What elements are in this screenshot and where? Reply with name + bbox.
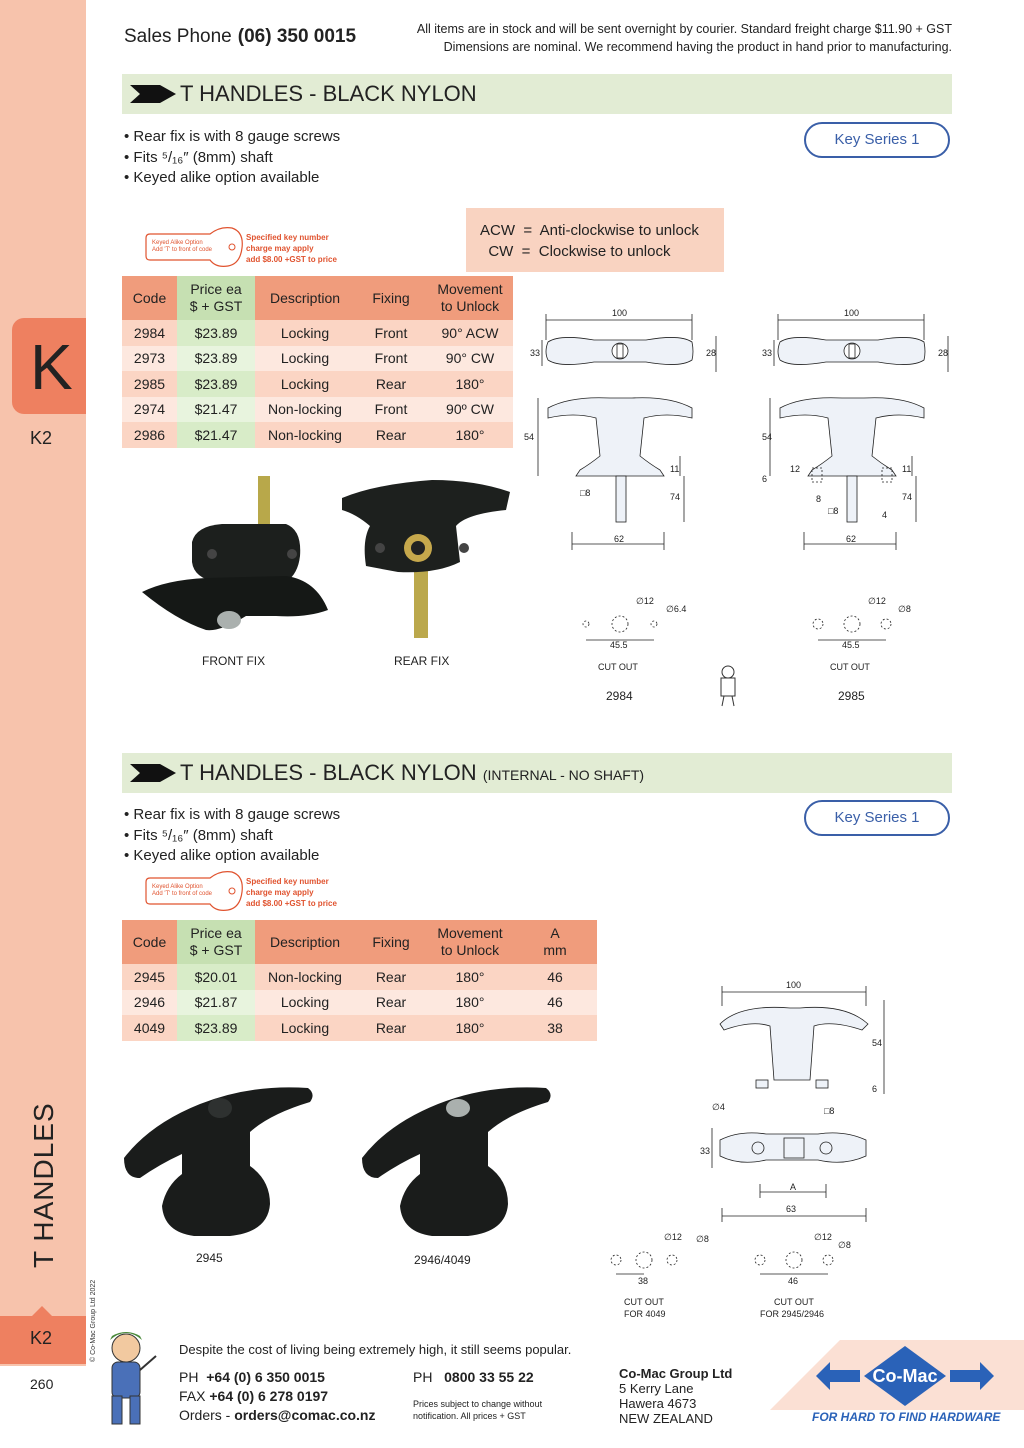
footer-tagline: Despite the cost of living being extremely high, it still seems popular.: [179, 1342, 572, 1357]
feature-item: • Rear fix is with 8 gauge screws: [124, 806, 341, 823]
drawing-code: 2984: [606, 689, 633, 703]
dimension-label: 100: [786, 980, 802, 990]
arrow-icon: [130, 85, 176, 103]
col-header: Movement to Unlock: [427, 920, 513, 964]
disclaimer-line: notification. All prices + GST: [413, 1411, 526, 1421]
front-fix-handle-image: [142, 476, 328, 630]
cutout-label: CUT OUT: [624, 1297, 664, 1307]
dimension-label: ∅4: [712, 1102, 725, 1112]
arrow-icon: [130, 764, 176, 782]
vertical-section-title: T HANDLES: [28, 1102, 59, 1268]
dimension-label: 8: [816, 494, 822, 504]
dimension-label: 45.5: [610, 640, 628, 650]
dimension-label: 54: [872, 1038, 883, 1048]
table-header-row: [122, 276, 513, 320]
header-note: [417, 20, 952, 56]
dimension-label: 6: [872, 1084, 878, 1094]
keytag-small-text: Keyed Alike Option: [152, 240, 203, 246]
keytag-note-line: charge may apply: [246, 888, 314, 897]
sales-label: Sales Phone: [124, 26, 232, 47]
feature-item: • Keyed alike option available: [124, 169, 320, 186]
price-disclaimer: [413, 1398, 542, 1422]
photo-caption: 2946/4049: [414, 1253, 471, 1267]
dimension-label: 100: [612, 308, 628, 318]
freephone-number[interactable]: 0800 33 55 22: [444, 1369, 534, 1385]
cell-a-mm: 38: [513, 1015, 597, 1041]
product-photos-1: [136, 470, 516, 650]
cutout-label: FOR 4049: [624, 1309, 666, 1319]
dimension-label: 33: [530, 348, 541, 358]
cell-fixing: Rear: [355, 990, 427, 1016]
cell-price: $21.47: [177, 397, 255, 423]
cell-movement: 180°: [427, 990, 513, 1016]
address-line: NEW ZEALAND: [619, 1411, 713, 1426]
cell-description: Locking: [255, 346, 355, 372]
cell-code: 4049: [122, 1015, 177, 1041]
logo-text: Co-Mac: [872, 1366, 938, 1386]
dimension-label: 74: [670, 492, 681, 502]
dimension-label: 28: [706, 348, 717, 358]
col-header: Description: [255, 276, 355, 320]
col-header: Fixing: [355, 920, 427, 964]
product-photos-2: [120, 1080, 560, 1250]
cutout-label: FOR 2945/2946: [760, 1309, 825, 1319]
product-table: [122, 276, 513, 448]
cutout-label: CUT OUT: [830, 662, 870, 672]
drawing-code: 2985: [838, 689, 865, 703]
table-row: [122, 1015, 597, 1041]
cell-code: 2945: [122, 964, 177, 990]
key-tag: [140, 222, 350, 272]
photo-caption: REAR FIX: [394, 654, 450, 668]
feature-item: • Keyed alike option available: [124, 847, 320, 864]
dimension-label: 54: [762, 432, 773, 442]
dimension-label: 33: [700, 1146, 711, 1156]
dimension-label: □8: [580, 488, 591, 498]
cell-fixing: Front: [355, 320, 427, 346]
cell-fixing: Rear: [355, 371, 427, 397]
table-header-row: [122, 920, 597, 964]
disclaimer-line: Prices subject to change without: [413, 1399, 543, 1409]
ph-label: PH: [413, 1369, 433, 1385]
technical-drawing-internal: [600, 970, 900, 1326]
col-header: Fixing: [355, 276, 427, 320]
key-tag: [140, 866, 350, 916]
table-row: [122, 964, 597, 990]
footer-contacts: [179, 1368, 376, 1425]
cell-description: Locking: [255, 371, 355, 397]
section-subtitle: (INTERNAL - NO SHAFT): [482, 767, 645, 783]
dimension-label: 63: [786, 1204, 797, 1214]
table-row: [122, 320, 513, 346]
dimension-label: 38: [638, 1276, 649, 1286]
cell-code: 2985: [122, 371, 177, 397]
rotation-legend: [466, 208, 724, 272]
technical-drawing-2985: [752, 300, 962, 710]
table-row: [122, 990, 597, 1016]
dimension-label: 12: [790, 464, 801, 474]
dimension-label: ∅12: [664, 1232, 682, 1242]
cell-movement: 90° CW: [427, 346, 513, 372]
cell-code: 2986: [122, 422, 177, 448]
keytag-note: [246, 876, 337, 909]
footer-freephone: [413, 1368, 534, 1387]
dimension-label: 11: [902, 464, 912, 474]
cell-price: $23.89: [177, 346, 255, 372]
dimension-label: 6: [762, 474, 768, 484]
feature-list: [124, 805, 340, 867]
dimension-label: 62: [614, 534, 625, 544]
section-title-main: T HANDLES - BLACK NYLON: [180, 760, 477, 785]
copyright-text: © Co-Mac Group Ltd 2022: [90, 1279, 97, 1362]
dimension-label: 11: [670, 464, 680, 474]
company-address: [619, 1366, 732, 1426]
feature-item: • Fits ⁵/₁₆″ (8mm) shaft: [124, 826, 273, 844]
col-header: A mm: [513, 920, 597, 964]
cell-movement: 180°: [427, 422, 513, 448]
col-header: Price ea $ + GST: [177, 276, 255, 320]
cell-price: $20.01: [177, 964, 255, 990]
cell-price: $21.87: [177, 990, 255, 1016]
mascot-icon: [714, 664, 742, 708]
legend-line: ACW = Anti-clockwise to unlock: [480, 222, 699, 239]
feature-item: • Fits ⁵/₁₆″ (8mm) shaft: [124, 148, 273, 166]
fax-number: +64 (0) 6 278 0197: [209, 1388, 329, 1404]
keytag-note-line: charge may apply: [246, 244, 314, 253]
dimension-label: ∅12: [636, 596, 654, 606]
cell-fixing: Front: [355, 346, 427, 372]
section-letter: K: [30, 331, 73, 403]
page-number: 260: [30, 1376, 54, 1392]
keytag-note-line: add $8.00 +GST to price: [246, 255, 337, 264]
page-code-top: K2: [30, 428, 53, 448]
table-row: [122, 422, 513, 448]
cell-code: 2984: [122, 320, 177, 346]
col-header: Movement to Unlock: [427, 276, 513, 320]
key-series-badge[interactable]: Key Series 1: [804, 800, 950, 836]
dimension-label: □8: [828, 506, 839, 516]
cell-movement: 180°: [427, 1015, 513, 1041]
col-header: Description: [255, 920, 355, 964]
logo-tagline: FOR HARD TO FIND HARDWARE: [812, 1410, 1001, 1424]
key-icon: [140, 222, 246, 272]
fax-label: FAX: [179, 1388, 206, 1404]
cell-description: Non-locking: [255, 422, 355, 448]
cell-fixing: Rear: [355, 422, 427, 448]
dimension-label: ∅8: [838, 1240, 851, 1250]
dimension-label: ∅8: [696, 1234, 709, 1244]
cell-code: 2974: [122, 397, 177, 423]
dimension-label: 28: [938, 348, 949, 358]
orders-email-link[interactable]: orders@comac.co.nz: [234, 1407, 376, 1423]
col-header: Code: [122, 920, 177, 964]
cutout-label: CUT OUT: [774, 1297, 814, 1307]
table-row: [122, 371, 513, 397]
dimension-label: A: [790, 1182, 797, 1192]
phone-number[interactable]: +64 (0) 6 350 0015: [206, 1369, 325, 1385]
product-table: [122, 920, 597, 1041]
legend-line: CW = Clockwise to unlock: [480, 243, 671, 260]
keytag-note-line: add $8.00 +GST to price: [246, 899, 337, 908]
cell-a-mm: 46: [513, 964, 597, 990]
key-icon: [140, 866, 246, 916]
address-line: Hawera 4673: [619, 1396, 697, 1411]
cell-price: $23.89: [177, 320, 255, 346]
dimension-label: □8: [824, 1106, 835, 1116]
cell-description: Locking: [255, 1015, 355, 1041]
cell-price: $23.89: [177, 371, 255, 397]
cell-price: $21.47: [177, 422, 255, 448]
sales-number[interactable]: (06) 350 0015: [237, 26, 357, 47]
photo-caption: 2945: [196, 1251, 223, 1265]
feature-item: • Rear fix is with 8 gauge screws: [124, 128, 341, 145]
dimension-label: 4: [882, 510, 888, 520]
dimension-label: 100: [844, 308, 860, 318]
keytag-small-text: Add 'T' to front of code: [152, 247, 212, 253]
cell-movement: 90º CW: [427, 397, 513, 423]
dimension-label: ∅8: [898, 604, 911, 614]
address-line: 5 Kerry Lane: [619, 1381, 694, 1396]
cutout-label: CUT OUT: [598, 662, 638, 672]
dimension-label: 54: [524, 432, 535, 442]
dimension-label: 62: [846, 534, 857, 544]
keytag-note-line: Specified key number: [246, 233, 329, 242]
cell-description: Non-locking: [255, 397, 355, 423]
handle-2945-image: [124, 1087, 313, 1236]
ph-label: PH: [179, 1369, 199, 1385]
cell-a-mm: 46: [513, 990, 597, 1016]
cell-movement: 180°: [427, 964, 513, 990]
photo-caption: FRONT FIX: [202, 654, 266, 668]
cell-description: Locking: [255, 990, 355, 1016]
cell-code: 2946: [122, 990, 177, 1016]
handle-2946-4049-image: [362, 1087, 551, 1236]
note-line: Dimensions are nominal. We recommend having the product in hand prior to manufacturing.: [443, 40, 952, 54]
technical-drawing-2984: [520, 300, 730, 710]
col-header: Code: [122, 276, 177, 320]
dimension-label: 33: [762, 348, 773, 358]
dimension-label: ∅6.4: [666, 604, 687, 614]
dimension-label: 45.5: [842, 640, 860, 650]
keytag-small-text: Keyed Alike Option: [152, 884, 203, 890]
cell-price: $23.89: [177, 1015, 255, 1041]
cell-movement: 90° ACW: [427, 320, 513, 346]
dimension-label: 46: [788, 1276, 799, 1286]
dimension-label: ∅12: [814, 1232, 832, 1242]
sales-phone: [124, 26, 356, 48]
cell-fixing: Front: [355, 397, 427, 423]
table-row: [122, 397, 513, 423]
comac-logo: [770, 1340, 1024, 1410]
section-title: [180, 760, 644, 786]
feature-list: [124, 127, 340, 189]
keytag-small-text: Add 'T' to front of code: [152, 891, 212, 897]
section-title: T HANDLES - BLACK NYLON: [180, 81, 477, 106]
dimension-label: 74: [902, 492, 913, 502]
keytag-note-line: Specified key number: [246, 877, 329, 886]
mascot-illustration: [94, 1326, 164, 1430]
cell-fixing: Rear: [355, 964, 427, 990]
cell-fixing: Rear: [355, 1015, 427, 1041]
col-header: Price ea $ + GST: [177, 920, 255, 964]
company-name: Co-Mac Group Ltd: [619, 1366, 733, 1381]
table-row: [122, 346, 513, 372]
section-heading-bar: [122, 753, 952, 793]
section-heading-bar: [122, 74, 952, 114]
note-line: All items are in stock and will be sent overnight by courier. Standard freight charge $11.90 + GST: [416, 22, 952, 36]
rear-fix-handle-image: [342, 480, 510, 638]
dimension-label: ∅12: [868, 596, 886, 606]
cell-movement: 180°: [427, 371, 513, 397]
cell-description: Locking: [255, 320, 355, 346]
cell-code: 2973: [122, 346, 177, 372]
orders-label: Orders -: [179, 1407, 231, 1423]
page-code-bottom: K2: [30, 1328, 53, 1348]
keytag-note: [246, 232, 337, 265]
key-series-badge[interactable]: Key Series 1: [804, 122, 950, 158]
cell-description: Non-locking: [255, 964, 355, 990]
